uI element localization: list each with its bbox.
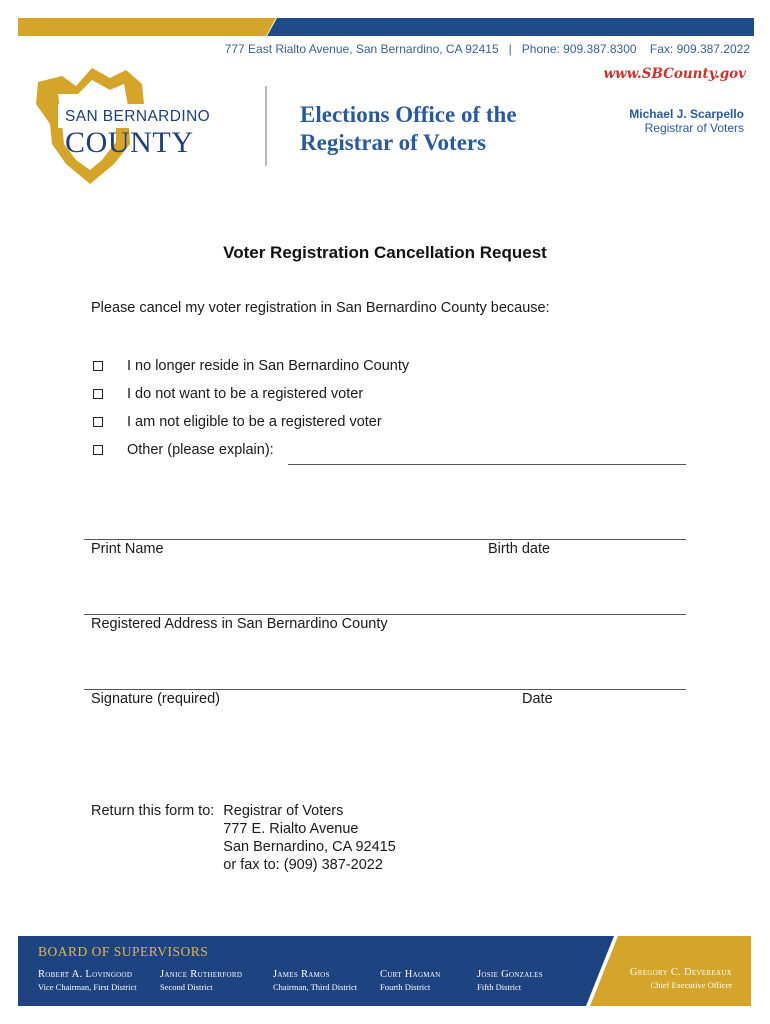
website-link[interactable]: www.SBCounty.gov [603, 66, 746, 82]
return-line2: 777 E. Rialto Avenue [223, 821, 359, 837]
office-title-line1: Elections Office of the [300, 102, 517, 127]
board-title: BOARD OF SUPERVISORS [38, 944, 209, 959]
return-address [223, 802, 396, 874]
fax-text: Fax: 909.387.2022 [649, 42, 750, 56]
checkbox[interactable] [93, 361, 103, 371]
ceo-block [630, 967, 732, 990]
phone-text: Phone: 909.387.8300 [521, 42, 637, 56]
option-label: I do not want to be a registered voter [127, 386, 364, 402]
option-label: Other (please explain): [127, 442, 274, 458]
return-line4: or fax to: (909) 387-2022 [223, 857, 383, 873]
member-role: Vice Chairman, First District [38, 982, 137, 992]
address-text: 777 East Rialto Avenue, San Bernardino, CA 92415 [224, 42, 499, 56]
header-gold-band [18, 18, 276, 36]
form-intro: Please cancel my voter registration in San Bernardino County because: [91, 300, 550, 316]
county-logo [28, 64, 233, 186]
board-member [38, 969, 137, 992]
registrar-block [629, 107, 744, 135]
print-name-line[interactable] [84, 539, 686, 540]
ceo-name: Gregory C. Devereaux [629, 967, 732, 978]
option-other[interactable] [91, 442, 274, 458]
member-role: Fifth District [477, 982, 522, 992]
registrar-name: Michael J. Scarpello [629, 107, 744, 121]
option-label: I no longer reside in San Bernardino County [127, 358, 410, 374]
return-block [91, 802, 396, 874]
member-role: Chairman, Third District [273, 982, 358, 992]
board-member [160, 969, 242, 992]
option-not-eligible[interactable] [91, 414, 382, 430]
option-label: I am not eligible to be a registered voter [127, 414, 382, 430]
logo-line2: COUNTY [65, 126, 194, 159]
other-explain-field[interactable] [288, 464, 686, 465]
address-line[interactable] [84, 614, 686, 615]
office-title [300, 101, 517, 157]
header-divider [265, 86, 267, 166]
signature-line[interactable] [84, 689, 686, 690]
signature-label: Signature (required) [91, 691, 220, 707]
logo-line1: SAN BERNARDINO [65, 108, 211, 125]
member-role: Fourth District [380, 982, 431, 992]
board-member [477, 969, 543, 992]
date-label: Date [522, 691, 553, 707]
registrar-title: Registrar of Voters [644, 121, 744, 135]
checkbox[interactable] [93, 445, 103, 455]
ceo-role: Chief Executive Officer [650, 980, 732, 990]
return-label: Return this form to: [91, 803, 215, 819]
print-name-label: Print Name [91, 541, 164, 557]
checkbox[interactable] [93, 417, 103, 427]
return-line1: Registrar of Voters [223, 803, 344, 819]
address-label: Registered Address in San Bernardino County [91, 616, 388, 632]
option-no-longer-reside[interactable] [91, 358, 409, 374]
member-name: Robert A. Lovingood [38, 969, 133, 980]
checkbox[interactable] [93, 389, 103, 399]
board-member [380, 969, 441, 992]
member-name: James Ramos [273, 969, 330, 980]
member-name: Janice Rutherford [160, 969, 243, 980]
member-name: Curt Hagman [380, 969, 441, 980]
return-line3: San Bernardino, CA 92415 [223, 839, 396, 855]
office-title-line2: Registrar of Voters [300, 130, 487, 155]
separator: | [508, 42, 512, 56]
contact-line [225, 42, 750, 56]
option-not-want[interactable] [91, 386, 363, 402]
member-role: Second District [160, 982, 213, 992]
board-member [273, 969, 357, 992]
member-name: Josie Gonzales [477, 969, 543, 980]
birth-date-label: Birth date [488, 541, 551, 557]
form-title: Voter Registration Cancellation Request [223, 243, 547, 262]
header-blue-band [267, 18, 754, 36]
